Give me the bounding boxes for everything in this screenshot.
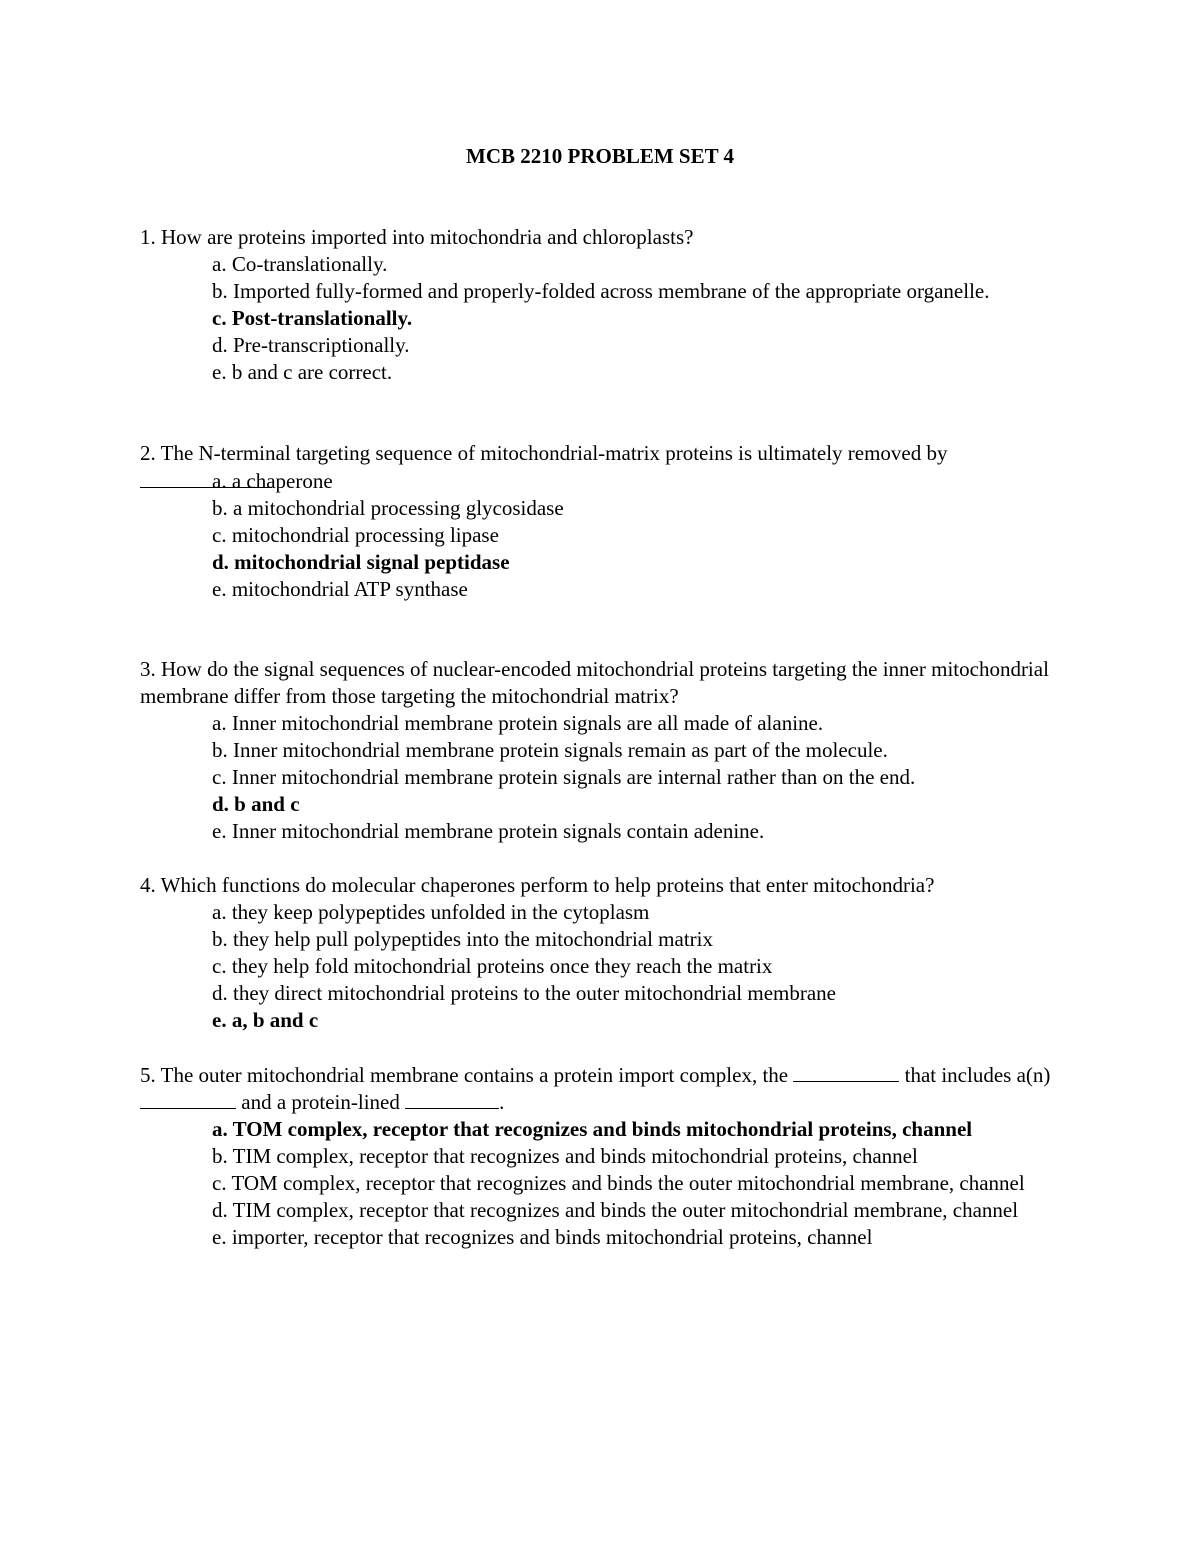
answer-option-e: e. mitochondrial ATP synthase <box>212 577 468 601</box>
answer-blank <box>793 1063 899 1082</box>
answer-option-d: d. Pre-transcriptionally. <box>212 333 410 357</box>
answer-option-c: c. Inner mitochondrial membrane protein signals are internal rather than on the end. <box>212 765 916 789</box>
question-stem: 4. Which functions do molecular chaperones perform to help proteins that enter mitochondria? <box>140 873 935 897</box>
page-title: MCB 2210 PROBLEM SET 4 <box>466 144 734 168</box>
answer-option-d-correct: d. mitochondrial signal peptidase <box>212 550 510 574</box>
answer-option-b: b. TIM complex, receptor that recognizes and binds mitochondrial proteins, channel <box>212 1144 918 1168</box>
question-stem-text: 2. The N-terminal targeting sequence of mitochondrial-matrix proteins is ultimately removed by <box>140 441 948 465</box>
answer-option-a: a. a chaperone <box>212 469 333 493</box>
answer-blank <box>140 1090 236 1109</box>
answer-options <box>140 1116 1060 1251</box>
question-5 <box>140 1062 1060 1251</box>
answer-options <box>140 899 1060 1034</box>
answer-option-c: c. TOM complex, receptor that recognizes and binds the outer mitochondrial membrane, channel <box>212 1171 1025 1195</box>
question-stem: 3. How do the signal sequences of nuclear-encoded mitochondrial proteins targeting the inner mitochondrial membrane differ from those targeting the mitochondrial matrix? <box>140 657 1049 708</box>
answer-option-b: b. Imported fully-formed and properly-folded across membrane of the appropriate organelle. <box>212 279 990 303</box>
answer-blank <box>405 1090 499 1109</box>
answer-option-e-correct: e. a, b and c <box>212 1008 319 1032</box>
question-2 <box>140 440 1060 603</box>
answer-options <box>140 251 1060 386</box>
answer-option-d: d. they direct mitochondrial proteins to the outer mitochondrial membrane <box>212 981 836 1005</box>
answer-option-a: a. Inner mitochondrial membrane protein signals are all made of alanine. <box>212 711 824 735</box>
answer-option-b: b. Inner mitochondrial membrane protein signals remain as part of the molecule. <box>212 738 888 762</box>
answer-option-d: d. TIM complex, receptor that recognizes and binds the outer mitochondrial membrane, channel <box>212 1198 1019 1222</box>
question-4 <box>140 872 1060 1034</box>
answer-option-e: e. b and c are correct. <box>212 360 393 384</box>
answer-option-c: c. they help fold mitochondrial proteins once they reach the matrix <box>212 954 773 978</box>
answer-option-c: c. mitochondrial processing lipase <box>212 523 499 547</box>
answer-options <box>140 468 1060 603</box>
question-stem-part: . <box>499 1090 505 1114</box>
answer-option-c-correct: c. Post-translationally. <box>212 306 413 330</box>
answer-option-e: e. Inner mitochondrial membrane protein signals contain adenine. <box>212 819 765 843</box>
answer-option-e: e. importer, receptor that recognizes and binds mitochondrial proteins, channel <box>212 1225 873 1249</box>
answer-option-d-correct: d. b and c <box>212 792 300 816</box>
answer-option-a: a. they keep polypeptides unfolded in the cytoplasm <box>212 900 650 924</box>
answer-option-a-correct: a. TOM complex, receptor that recognizes and binds mitochondrial proteins, channel <box>212 1117 973 1141</box>
question-1 <box>140 224 1060 386</box>
answer-option-a: a. Co-translationally. <box>212 252 388 276</box>
question-stem-part: 5. The outer mitochondrial membrane contains a protein import complex, the <box>140 1063 794 1087</box>
question-stem-part: that includes a(n) <box>899 1063 1051 1087</box>
question-stem: 1. How are proteins imported into mitochondria and chloroplasts? <box>140 225 694 249</box>
question-stem <box>140 1062 1060 1116</box>
answer-option-b: b. a mitochondrial processing glycosidase <box>212 496 564 520</box>
question-stem-part: and a protein-lined <box>236 1090 406 1114</box>
answer-option-b: b. they help pull polypeptides into the mitochondrial matrix <box>212 927 713 951</box>
question-3 <box>140 656 1060 845</box>
answer-options <box>140 710 1060 845</box>
